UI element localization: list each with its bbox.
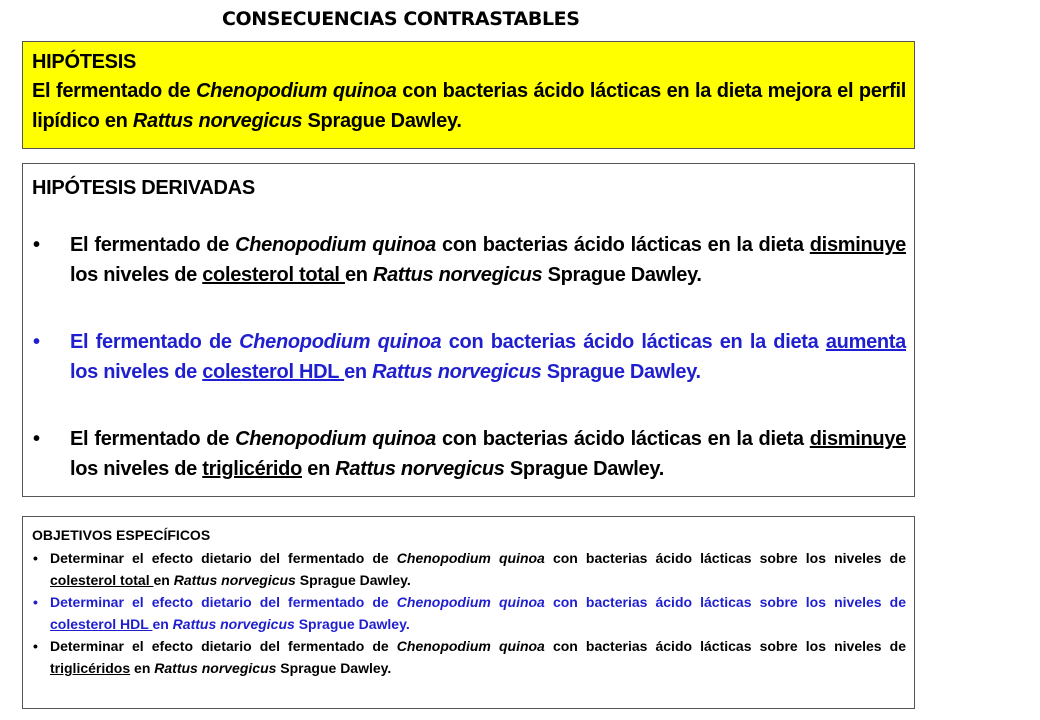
hypothesis-box — [22, 41, 915, 149]
rat-name: Rattus norvegicus — [154, 660, 277, 676]
text-segment: El fermentado de — [70, 234, 236, 256]
text-segment: Determinar el efecto dietario del fermentado de — [50, 638, 397, 654]
text-segment: en — [344, 264, 373, 286]
text-segment: con bacterias ácido lácticas sobre los niveles de — [544, 550, 907, 566]
target-variable: triglicéridos — [50, 660, 131, 676]
species-name: Chenopodium quinoa — [239, 331, 442, 353]
text-segment: con bacterias ácido lácticas en la dieta — [441, 331, 826, 353]
text-segment: El fermentado de — [70, 331, 240, 353]
text-segment: El fermentado de — [70, 428, 236, 450]
rat-name: Rattus norvegicus — [335, 458, 505, 480]
text-segment: con bacterias ácido lácticas sobre los niveles de — [544, 638, 907, 654]
text-segment: El fermentado de — [32, 80, 197, 102]
text-segment: en — [301, 458, 336, 480]
bullet-icon: • — [33, 594, 38, 610]
derived-heading: HIPÓTESIS DERIVADAS — [32, 177, 255, 199]
text-segment: Sprague Dawley. — [542, 264, 702, 286]
text-segment: Sprague Dawley. — [294, 616, 410, 632]
effect-verb: disminuye — [809, 234, 906, 256]
bullet-icon: • — [33, 638, 38, 654]
rat-name: Rattus norvegicus — [173, 572, 296, 588]
rat-name: Rattus norvegicus — [372, 361, 542, 383]
text-segment: con bacterias ácido lácticas sobre los niveles de — [544, 594, 907, 610]
text-segment: en — [152, 616, 173, 632]
text-segment: en — [153, 572, 174, 588]
species-name: Chenopodium quinoa — [235, 234, 436, 256]
bullet-icon: • — [33, 331, 40, 353]
text-segment: Sprague Dawley. — [295, 572, 411, 588]
objectives-list — [32, 547, 906, 679]
species-name: Chenopodium quinoa — [396, 594, 545, 610]
objective-item-1 — [32, 547, 906, 591]
target-variable: colesterol HDL — [50, 616, 153, 632]
bullet-icon: • — [33, 234, 40, 256]
effect-verb: aumenta — [825, 331, 906, 353]
text-segment: Sprague Dawley. — [504, 458, 664, 480]
text-segment: en — [344, 361, 373, 383]
derived-list — [32, 230, 906, 484]
rat-name: Rattus norvegicus — [132, 110, 303, 132]
objective-item-2 — [32, 591, 906, 635]
text-segment: Sprague Dawley. — [541, 361, 701, 383]
text-segment: Determinar el efecto dietario del fermentado de — [50, 594, 397, 610]
hypothesis-text — [32, 76, 906, 136]
target-variable: triglicérido — [202, 458, 302, 480]
derived-item-1 — [32, 230, 906, 290]
species-name: Chenopodium quinoa — [396, 550, 545, 566]
rat-name: Rattus norvegicus — [372, 264, 543, 286]
species-name: Chenopodium quinoa — [196, 80, 397, 102]
text-segment: los niveles de — [70, 458, 203, 480]
page-title: CONSECUENCIAS CONTRASTABLES — [222, 8, 580, 30]
derived-item-3 — [32, 424, 906, 484]
text-segment: Determinar el efecto dietario del fermentado de — [50, 550, 397, 566]
effect-verb: disminuye — [809, 428, 906, 450]
rat-name: Rattus norvegicus — [172, 616, 295, 632]
text-segment: los niveles de — [70, 361, 203, 383]
text-segment: con bacterias ácido lácticas en la dieta — [435, 234, 810, 256]
species-name: Chenopodium quinoa — [235, 428, 436, 450]
target-variable: colesterol total — [50, 572, 154, 588]
derived-hypotheses-box — [22, 163, 915, 497]
text-segment: en — [130, 660, 155, 676]
hypothesis-heading: HIPÓTESIS — [32, 51, 136, 73]
text-segment: los niveles de — [70, 264, 203, 286]
derived-item-2 — [32, 327, 906, 387]
objective-item-3 — [32, 635, 906, 679]
target-variable: colesterol total — [202, 264, 345, 286]
bullet-icon: • — [33, 550, 38, 566]
text-segment: con bacterias ácido lácticas en la dieta — [435, 428, 810, 450]
objectives-box — [22, 516, 915, 709]
species-name: Chenopodium quinoa — [396, 638, 545, 654]
objectives-heading: OBJETIVOS ESPECÍFICOS — [32, 527, 211, 543]
bullet-icon: • — [33, 428, 40, 450]
text-segment: con bacterias ácido lácticas en la dieta mejora el perfil lipídico en — [32, 80, 907, 132]
text-segment: Sprague Dawley. — [276, 660, 392, 676]
text-segment: Sprague Dawley. — [302, 110, 462, 132]
target-variable: colesterol HDL — [202, 361, 345, 383]
